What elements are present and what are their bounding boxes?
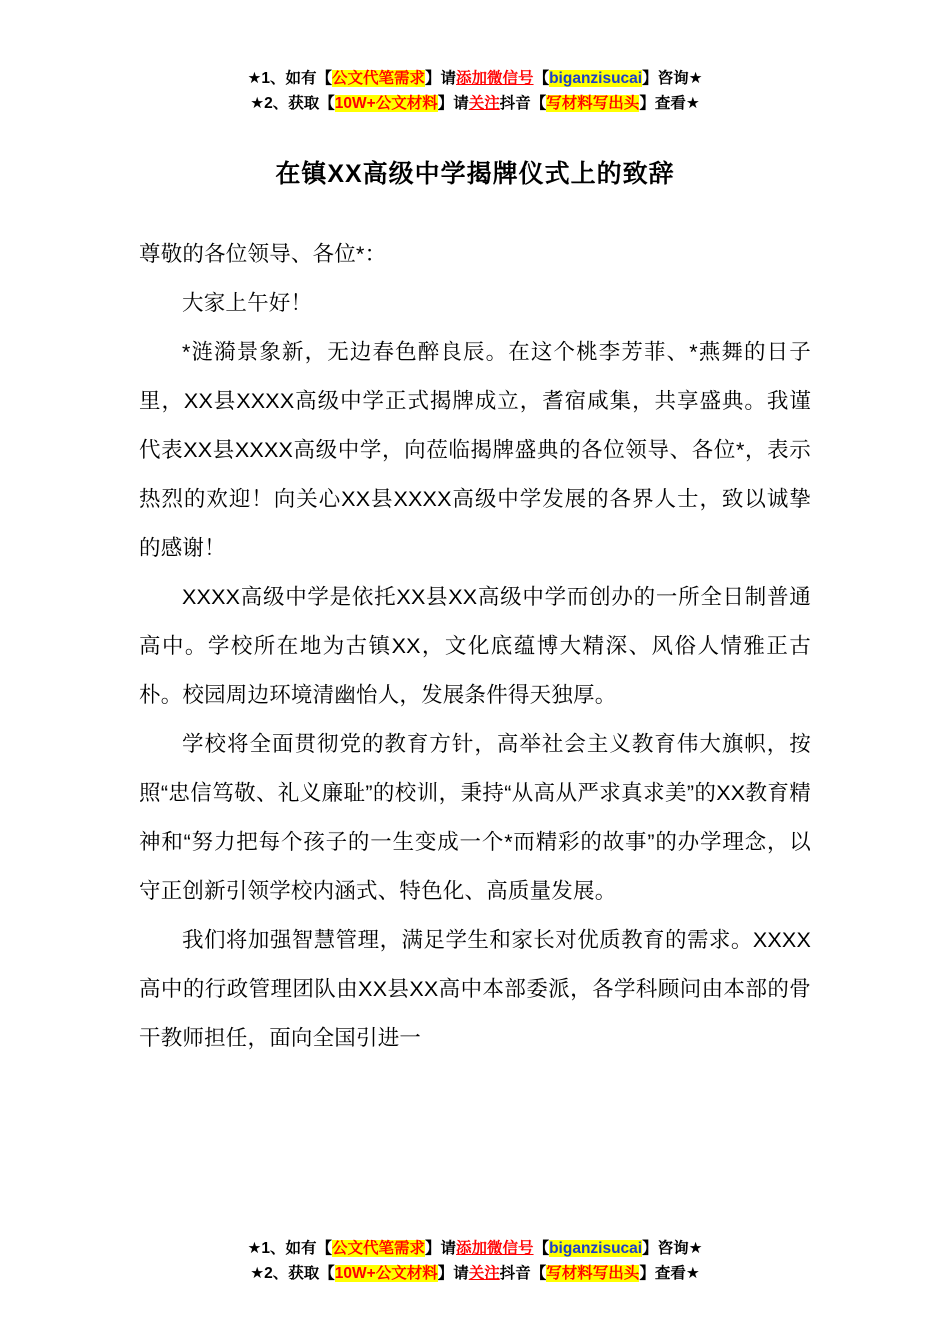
promo-line2-follow-bottom: 关注 xyxy=(468,1264,500,1282)
promo-line2-bracket1-open: 【 xyxy=(319,95,335,113)
promo-line1-seg2: 请 xyxy=(440,70,457,87)
promo-line2-bracket1-close: 】 xyxy=(437,95,454,113)
promo-line2-highlight-materials: 10W+公文材料 xyxy=(334,95,438,113)
promo-banner-bottom xyxy=(0,1236,950,1286)
promo-line-1-bottom xyxy=(0,1236,950,1261)
paragraph-school-intro: XXXX高级中学是依托XX县XX高级中学而创办的一所全日制普通高中。学校所在地为古镇XX，文化底蕴博大精深、风俗人情雅正古朴。校园周边环境清幽怡人，发展条件得天独厚。 xyxy=(139,585,811,708)
promo-line1-seg2-bottom: 请 xyxy=(440,1239,457,1257)
promo-banner-top xyxy=(0,0,950,116)
paragraph-welcome: *涟漪景象新，无边春色醉良辰。在这个桃李芳菲、*燕舞的日子里，XX县XXXX高级中学正式揭牌成立，耆宿咸集，共享盛典。我谨代表XX县XXXX高级中学，向莅临揭牌盛典的各位领导、各位*，表示热烈的欢迎！向关心XX县XXXX高级中学发展的各界人士，致以诚挚的感谢！ xyxy=(139,340,811,561)
promo-line1-highlight-need-bottom: 公文代笔需求 xyxy=(332,1239,426,1257)
promo-line2-bracket2-close: 】 xyxy=(639,95,655,113)
promo-line1-bracket1-close: 】 xyxy=(425,70,441,87)
star-left-icon-4: ★ xyxy=(250,1264,265,1282)
promo-line2-douyin: 抖音 xyxy=(499,95,531,113)
promo-line1-bracket1-open-bottom: 【 xyxy=(316,1239,332,1257)
star-right-icon: ★ xyxy=(688,70,703,87)
page-title: 在镇XX高级中学揭牌仪式上的致辞 xyxy=(275,160,675,189)
promo-line1-seg1: 1、如有 xyxy=(261,70,317,87)
promo-line-1 xyxy=(0,66,950,91)
promo-line2-seg2-bottom: 请 xyxy=(453,1264,469,1282)
star-left-icon-2: ★ xyxy=(250,95,265,113)
star-left-icon: ★ xyxy=(247,70,262,87)
promo-line1-highlight-need: 公文代笔需求 xyxy=(332,70,426,87)
promo-line2-seg1: 2、获取 xyxy=(264,95,320,113)
promo-line-2 xyxy=(0,91,950,116)
promo-line1-bracket2-open-bottom: 【 xyxy=(533,1239,550,1257)
star-left-icon-3: ★ xyxy=(247,1239,262,1257)
promo-line1-seg1-bottom: 1、如有 xyxy=(261,1239,317,1257)
promo-line1-bracket1-open: 【 xyxy=(316,70,332,87)
promo-line1-bracket1-close-bottom: 】 xyxy=(425,1239,441,1257)
promo-line2-bracket2-open: 【 xyxy=(530,95,547,113)
star-right-icon-4: ★ xyxy=(685,1264,700,1282)
promo-line2-highlight-materials-bottom: 10W+公文材料 xyxy=(334,1264,438,1282)
promo-line2-bracket2-open-bottom: 【 xyxy=(530,1264,547,1282)
promo-line2-bracket1-open-bottom: 【 xyxy=(319,1264,335,1282)
promo-line2-bracket2-close-bottom: 】 xyxy=(639,1264,655,1282)
promo-line1-seg3: 咨询 xyxy=(657,70,689,87)
promo-line2-account-name-bottom[interactable]: 写材料写出头 xyxy=(546,1264,640,1282)
promo-line1-wechat-id-bottom[interactable]: biganzisucai xyxy=(549,1239,643,1257)
paragraph-education-policy: 学校将全面贯彻党的教育方针，高举社会主义教育伟大旗帜，按照“忠信笃敬、礼义廉耻”的校训，秉持“从高从严求真求美”的XX教育精神和“努力把每个孩子的一生变成一个*而精彩的故事”的办学理念，以守正创新引领学校内涵式、特色化、高质量发展。 xyxy=(139,732,811,904)
paragraph-greeting: 大家上午好！ xyxy=(182,291,313,316)
promo-line2-douyin-bottom: 抖音 xyxy=(499,1264,531,1282)
star-right-icon-2: ★ xyxy=(685,95,700,113)
document-body xyxy=(139,230,811,1063)
promo-line1-add-wechat: 添加微信号 xyxy=(456,70,534,87)
promo-line2-seg3-bottom: 查看 xyxy=(654,1264,686,1282)
promo-line2-account-name[interactable]: 写材料写出头 xyxy=(546,95,640,113)
promo-line1-bracket2-close-bottom: 】 xyxy=(642,1239,658,1257)
promo-line2-seg2: 请 xyxy=(453,95,469,113)
promo-line1-wechat-id[interactable]: biganzisucai xyxy=(549,70,643,87)
promo-line2-follow: 关注 xyxy=(468,95,500,113)
paragraph-management: 我们将加强智慧管理，满足学生和家长对优质教育的需求。XXXX高中的行政管理团队由XX县XX高中本部委派，各学科顾问由本部的骨干教师担任，面向全国引进一 xyxy=(139,928,811,1051)
star-right-icon-3: ★ xyxy=(688,1239,703,1257)
promo-line1-seg3-bottom: 咨询 xyxy=(657,1239,689,1257)
promo-line1-bracket2-open: 【 xyxy=(533,70,550,87)
promo-line1-bracket2-close: 】 xyxy=(642,70,658,87)
promo-line-2-bottom xyxy=(0,1261,950,1286)
promo-line2-seg3: 查看 xyxy=(654,95,686,113)
paragraph-salutation: 尊敬的各位领导、各位*： xyxy=(139,242,387,267)
promo-line2-seg1-bottom: 2、获取 xyxy=(264,1264,320,1282)
promo-line1-add-wechat-bottom: 添加微信号 xyxy=(456,1239,534,1257)
promo-line2-bracket1-close-bottom: 】 xyxy=(437,1264,454,1282)
